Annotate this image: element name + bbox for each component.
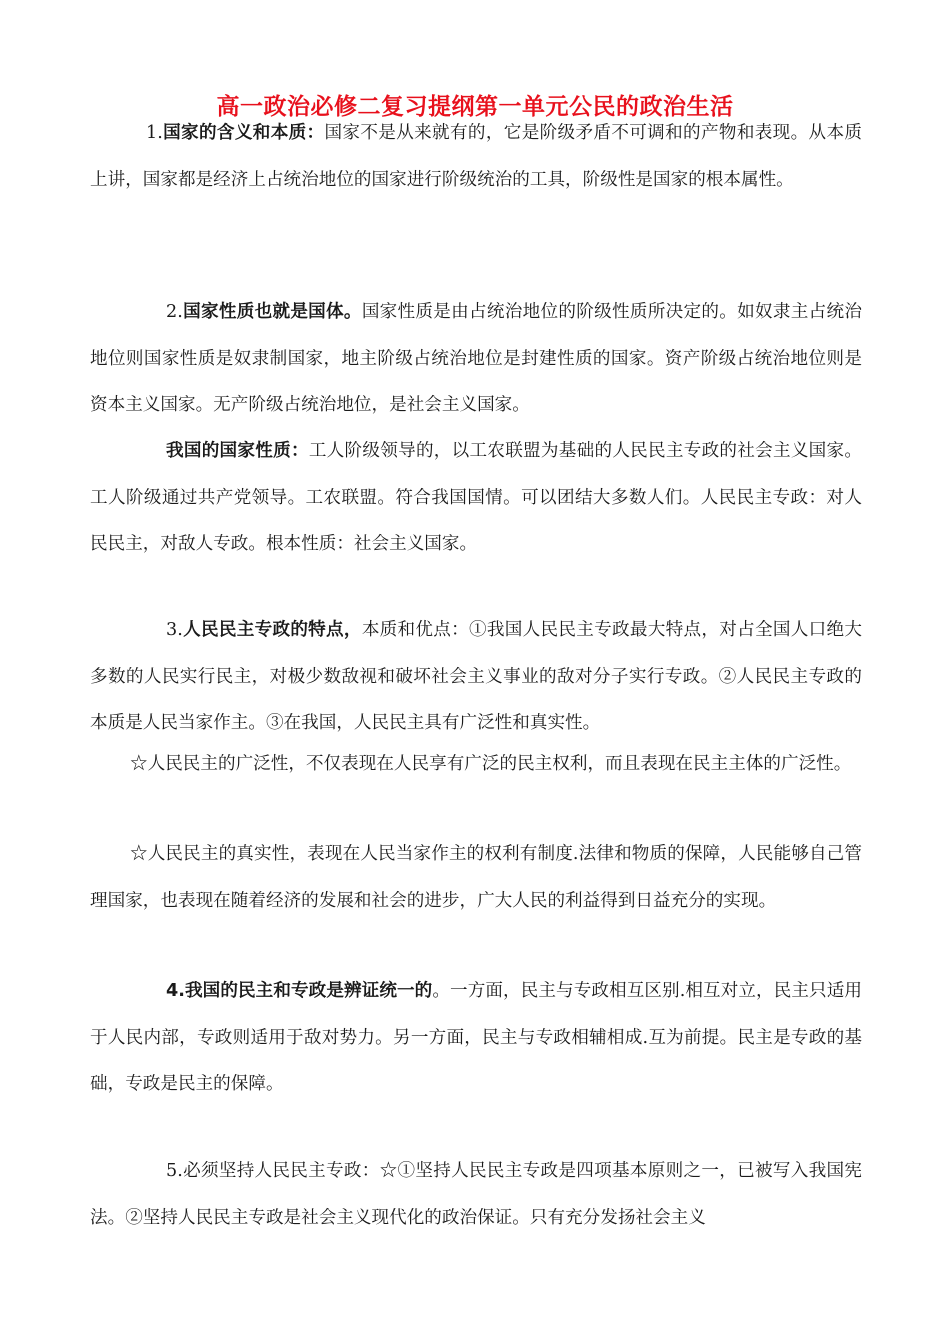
section-heading: 国家的含义和本质： <box>162 123 325 143</box>
paragraph-dictatorship-features <box>90 607 862 747</box>
section-heading: 国家性质也就是国体。 <box>182 302 362 322</box>
paragraph-democracy-breadth <box>90 741 862 788</box>
item-number: 3. <box>166 620 183 640</box>
paragraph-text: ☆人民民主的真实性，表现在人民当家作主的权利有制度.法律和物质的保障，人民能够自己管理国家，也表现在随着经济的发展和社会的进步，广大人民的利益得到日益充分的实现。 <box>90 844 862 911</box>
paragraph-text: 国家不是从来就有的，它是阶级矛盾不可调和的产物和表现。从本质上讲，国家都是经济上占统治地位的国家进行阶级统治的工具，阶级性是国家的根本属性。 <box>90 123 862 190</box>
paragraph-must-uphold <box>90 1148 862 1241</box>
paragraph-text: 本质和优点：①我国人民民主专政最大特点，对占全国人口绝大多数的人民实行民主，对极少数敌视和破坏社会主义事业的敌对分子实行专政。②人民民主专政的本质是人民当家作主。③在我国，人民民主具有广泛性和真实性。 <box>90 620 862 733</box>
paragraph-text: 5.必须坚持人民民主专政：☆①坚持人民民主专政是四项基本原则之一，已被写入我国宪法。②坚持人民民主专政是社会主义现代化的政治保证。只有充分发扬社会主义 <box>90 1161 862 1228</box>
document-title: 高一政治必修二复习提纲第一单元公民的政治生活 <box>216 94 734 120</box>
item-number: 2. <box>166 302 183 322</box>
paragraph-democracy-authenticity <box>90 831 862 924</box>
paragraph-text: ☆人民民主的广泛性，不仅表现在人民享有广泛的民主权利，而且表现在民主主体的广泛性。 <box>130 754 852 774</box>
section-heading: 4.我国的民主和专政是辨证统一的 <box>166 981 433 1001</box>
section-heading: 我国的国家性质： <box>166 441 309 461</box>
paragraph-text: 国家性质是由占统治地位的阶级性质所决定的。如奴隶主占统治地位则国家性质是奴隶制国家，地主阶级占统治地位是封建性质的国家。资产阶级占统治地位则是资本主义国家。无产阶级占统治地位，是社会主义国家。 <box>90 302 862 415</box>
paragraph-text: 工人阶级领导的，以工农联盟为基础的人民民主专政的社会主义国家。工人阶级通过共产党领导。工农联盟。符合我国国情。可以团结大多数人们。人民民主专政：对人民民主，对敌人专政。根本性质：社会主义国家。 <box>90 441 862 554</box>
paragraph-state-definition <box>90 110 862 203</box>
item-number: 1. <box>146 123 163 143</box>
paragraph-our-state-nature <box>90 428 862 568</box>
section-heading: 人民民主专政的特点， <box>182 620 362 640</box>
paragraph-state-nature <box>90 289 862 429</box>
paragraph-text: 。一方面，民主与专政相互区别.相互对立，民主只适用于人民内部，专政则适用于敌对势力。另一方面，民主与专政相辅相成.互为前提。民主是专政的基础，专政是民主的保障。 <box>90 981 862 1094</box>
paragraph-democracy-dictatorship-unity <box>90 968 862 1108</box>
